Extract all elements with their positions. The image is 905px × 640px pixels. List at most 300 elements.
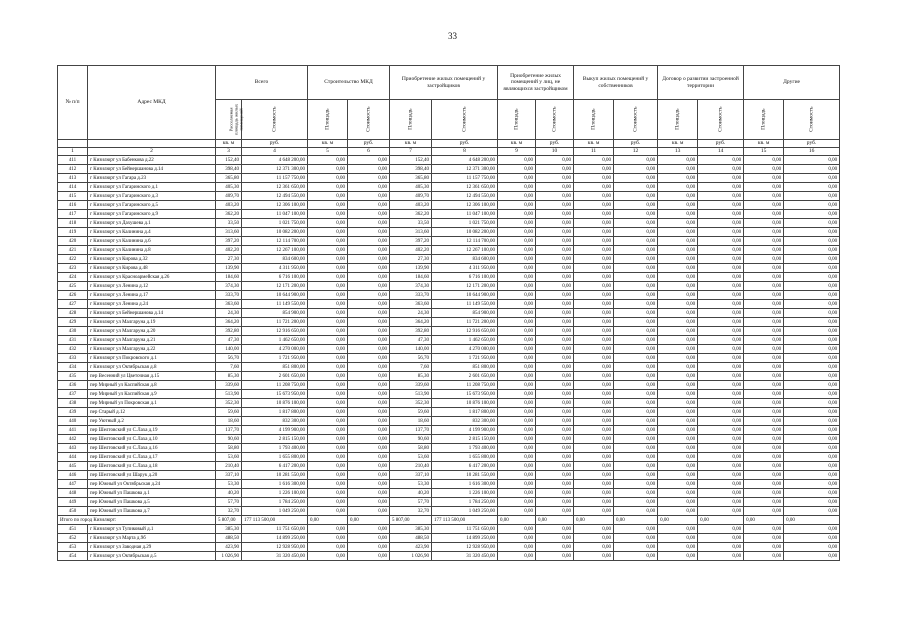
dev-agreement-area-cell: 0,00 [658, 318, 698, 327]
other-area-cell: 0,00 [744, 273, 784, 282]
address-cell: г Кизилюрт ул Гагаринского д.1 [88, 183, 216, 192]
column-number: 4 [242, 148, 308, 156]
dev-agreement-cost-cell: 0,00 [698, 264, 744, 273]
other-area-cell: 0,00 [744, 291, 784, 300]
other-area-cell: 0,00 [744, 282, 784, 291]
acq-builder-cost-cell: 10 876 100,00 [432, 399, 498, 408]
construction-cost-cell: 0,00 [348, 183, 390, 192]
buyout-cost-cell: 0,00 [614, 399, 658, 408]
construction-area-cell: 0,00 [308, 417, 348, 426]
row-number: 415 [58, 192, 88, 201]
column-number: 2 [88, 148, 216, 156]
buyout-cost-cell: 0,00 [614, 417, 658, 426]
acq-builder-area-cell: 47,30 [390, 336, 432, 345]
acq-non-builder-cost-cell: 0,00 [536, 480, 574, 489]
total-area-cell: 313,60 [216, 228, 242, 237]
buyout-area-cell: 0,00 [574, 336, 614, 345]
acq-non-builder-cost-cell: 0,00 [536, 399, 574, 408]
address-cell: г Кизилюрт ул Красноармейская д.26 [88, 273, 216, 282]
acq-non-builder-cost-cell: 0,00 [536, 516, 574, 525]
subheader-cost: Стоимость [784, 100, 840, 140]
other-cost-cell: 0,00 [784, 174, 840, 183]
acq-non-builder-cost-cell: 0,00 [536, 291, 574, 300]
acq-builder-cost-cell: 851 800,00 [432, 363, 498, 372]
address-cell: г Кизилюрт ул Ленина д.17 [88, 291, 216, 300]
construction-area-cell: 0,00 [308, 219, 348, 228]
address-cell: г Кизилюрт ул Дахушева д.1 [88, 219, 216, 228]
other-area-cell: 0,00 [744, 543, 784, 552]
total-cost-cell: 1 817 800,00 [242, 408, 308, 417]
acq-builder-cost-cell: 1 049 250,00 [432, 507, 498, 516]
other-area-cell: 0,00 [744, 426, 784, 435]
construction-cost-cell: 0,00 [348, 327, 390, 336]
row-number: 439 [58, 408, 88, 417]
dev-agreement-area-cell: 0,00 [658, 156, 698, 165]
table-row [58, 300, 840, 309]
acq-non-builder-cost-cell: 0,00 [536, 453, 574, 462]
acq-builder-cost-cell: 854 900,00 [432, 309, 498, 318]
buyout-area-cell: 0,00 [574, 498, 614, 507]
row-number: 432 [58, 345, 88, 354]
dev-agreement-cost-cell: 0,00 [698, 174, 744, 183]
acq-non-builder-area-cell: 0,00 [498, 282, 536, 291]
construction-area-cell: 0,00 [308, 300, 348, 309]
construction-area-cell: 0,00 [308, 309, 348, 318]
construction-cost-cell: 0,00 [348, 165, 390, 174]
acq-non-builder-cost-cell: 0,00 [536, 282, 574, 291]
acq-non-builder-cost-cell: 0,00 [536, 318, 574, 327]
table-row [58, 192, 840, 201]
acq-builder-cost-cell: 177 113 500,00 [432, 516, 498, 525]
row-number: 422 [58, 255, 88, 264]
construction-area-cell: 0,00 [308, 408, 348, 417]
dev-agreement-cost-cell: 0,00 [698, 372, 744, 381]
total-area-cell: 362,20 [216, 210, 242, 219]
row-number: 448 [58, 489, 88, 498]
unit-label: кв. м [216, 140, 242, 148]
dev-agreement-cost-cell: 0,00 [698, 480, 744, 489]
total-area-cell: 33,50 [216, 219, 242, 228]
construction-area-cell: 0,00 [308, 480, 348, 489]
other-cost-cell: 0,00 [784, 291, 840, 300]
buyout-cost-cell: 0,00 [614, 426, 658, 435]
table-row [58, 552, 840, 561]
total-area-cell: 32,70 [216, 507, 242, 516]
buyout-cost-cell: 0,00 [614, 354, 658, 363]
total-cost-cell: 4 199 900,00 [242, 426, 308, 435]
acq-non-builder-cost-cell: 0,00 [536, 417, 574, 426]
total-cost-cell: 1 793 400,00 [242, 444, 308, 453]
row-number: 414 [58, 183, 88, 192]
dev-agreement-area-cell: 0,00 [658, 435, 698, 444]
unit-label: кв. м [498, 140, 536, 148]
buyout-cost-cell: 0,00 [614, 525, 658, 534]
construction-cost-cell: 0,00 [348, 516, 390, 525]
subheader-area: Площадь [498, 100, 536, 140]
acq-builder-cost-cell: 11 751 650,00 [432, 525, 498, 534]
other-cost-cell: 0,00 [784, 372, 840, 381]
buyout-area-cell: 0,00 [574, 408, 614, 417]
address-cell: г Кизилюрт ул Покровского д.1 [88, 354, 216, 363]
other-area-cell: 0,00 [744, 444, 784, 453]
address-cell: г Кизилюрт ул Гагаринского д.5 [88, 201, 216, 210]
acq-non-builder-area-cell: 0,00 [498, 453, 536, 462]
subheader-cost: Стоимость [614, 100, 658, 140]
row-number: 437 [58, 390, 88, 399]
table-row [58, 453, 840, 462]
buyout-area-cell: 0,00 [574, 381, 614, 390]
total-area-cell: 403,20 [216, 201, 242, 210]
table-row [58, 471, 840, 480]
subheader-area: Площадь [390, 100, 432, 140]
buyout-area-cell: 0,00 [574, 525, 614, 534]
construction-cost-cell: 0,00 [348, 309, 390, 318]
subheader-cost: Стоимость [432, 100, 498, 140]
buyout-area-cell: 0,00 [574, 516, 614, 525]
buyout-area-cell: 0,00 [574, 192, 614, 201]
other-area-cell: 0,00 [744, 219, 784, 228]
construction-area-cell: 0,00 [308, 471, 348, 480]
other-cost-cell: 0,00 [784, 462, 840, 471]
other-area-cell: 0,00 [744, 327, 784, 336]
acq-non-builder-area-cell: 0,00 [498, 417, 536, 426]
total-area-cell: 339,60 [216, 381, 242, 390]
total-area-cell: 139,90 [216, 264, 242, 273]
total-area-cell: 405,30 [216, 183, 242, 192]
buyout-cost-cell: 0,00 [614, 273, 658, 282]
construction-area-cell: 0,00 [308, 327, 348, 336]
total-area-cell: 352,30 [216, 399, 242, 408]
acq-builder-area-cell: 140,00 [390, 345, 432, 354]
acq-builder-area-cell: 362,20 [390, 210, 432, 219]
address-cell: г Кизилюрт ул Калинина д.8 [88, 246, 216, 255]
column-number: 6 [348, 148, 390, 156]
address-cell: пер Южный ул Октябрьская д.24 [88, 480, 216, 489]
acq-non-builder-cost-cell: 0,00 [536, 228, 574, 237]
buyout-area-cell: 0,00 [574, 426, 614, 435]
buyout-cost-cell: 0,00 [614, 336, 658, 345]
other-cost-cell: 0,00 [784, 264, 840, 273]
acq-builder-area-cell: 398,40 [390, 165, 432, 174]
dev-agreement-area-cell: 0,00 [658, 246, 698, 255]
table-row [58, 309, 840, 318]
address-cell: пер Шелтовский ул С.Лаха д.17 [88, 453, 216, 462]
other-area-cell: 0,00 [744, 408, 784, 417]
acq-builder-cost-cell: 10 644 900,00 [432, 291, 498, 300]
construction-cost-cell: 0,00 [348, 201, 390, 210]
acq-builder-cost-cell: 1 817 800,00 [432, 408, 498, 417]
buyout-area-cell: 0,00 [574, 183, 614, 192]
buyout-cost-cell: 0,00 [614, 174, 658, 183]
total-area-cell: 56,70 [216, 354, 242, 363]
acq-non-builder-cost-cell: 0,00 [536, 336, 574, 345]
other-area-cell: 0,00 [744, 354, 784, 363]
buyout-area-cell: 0,00 [574, 462, 614, 471]
construction-cost-cell: 0,00 [348, 525, 390, 534]
acq-non-builder-cost-cell: 0,00 [536, 462, 574, 471]
acq-builder-area-cell: 32,70 [390, 507, 432, 516]
total-area-cell: 398,40 [216, 165, 242, 174]
buyout-cost-cell: 0,00 [614, 489, 658, 498]
total-cost-cell: 11 208 750,00 [242, 381, 308, 390]
buyout-area-cell: 0,00 [574, 543, 614, 552]
acq-non-builder-area-cell: 0,00 [498, 300, 536, 309]
acq-builder-cost-cell: 832 300,00 [432, 417, 498, 426]
construction-area-cell: 0,00 [308, 264, 348, 273]
construction-cost-cell: 0,00 [348, 372, 390, 381]
construction-cost-cell: 0,00 [348, 408, 390, 417]
total-area-cell: 513,90 [216, 390, 242, 399]
acq-non-builder-area-cell: 0,00 [498, 462, 536, 471]
acq-non-builder-area-cell: 0,00 [498, 381, 536, 390]
unit-label: руб. [432, 140, 498, 148]
acq-builder-cost-cell: 1 616 300,00 [432, 480, 498, 489]
table-row [58, 210, 840, 219]
acq-builder-cost-cell: 12 494 550,00 [432, 192, 498, 201]
buyout-area-cell: 0,00 [574, 273, 614, 282]
dev-agreement-area-cell: 0,00 [658, 381, 698, 390]
row-number: 421 [58, 246, 88, 255]
dev-agreement-cost-cell: 0,00 [698, 534, 744, 543]
address-cell: г Кизилюрт ул Бейнершанова д.14 [88, 309, 216, 318]
subheader-cost: Стоимость [242, 100, 308, 140]
acq-non-builder-area-cell: 0,00 [498, 471, 536, 480]
row-number: 429 [58, 318, 88, 327]
acq-builder-area-cell: 90,60 [390, 435, 432, 444]
acq-builder-area-cell: 513,90 [390, 390, 432, 399]
subheader-cost: Стоимость [348, 100, 390, 140]
row-number: 433 [58, 354, 88, 363]
row-number: 419 [58, 228, 88, 237]
other-area-cell: 0,00 [744, 525, 784, 534]
other-cost-cell: 0,00 [784, 534, 840, 543]
acq-builder-cost-cell: 6 417 200,00 [432, 462, 498, 471]
construction-cost-cell: 0,00 [348, 399, 390, 408]
dev-agreement-cost-cell: 0,00 [698, 381, 744, 390]
acq-non-builder-area-cell: 0,00 [498, 525, 536, 534]
total-cost-cell: 834 600,00 [242, 255, 308, 264]
acq-builder-area-cell: 365,80 [390, 174, 432, 183]
column-number: 9 [498, 148, 536, 156]
dev-agreement-area-cell: 0,00 [658, 516, 698, 525]
acq-non-builder-area-cell: 0,00 [498, 237, 536, 246]
address-cell: г Кизилюрт ул Малгаруна д.22 [88, 345, 216, 354]
row-number: 424 [58, 273, 88, 282]
construction-area-cell: 0,00 [308, 363, 348, 372]
buyout-cost-cell: 0,00 [614, 480, 658, 489]
construction-cost-cell: 0,00 [348, 192, 390, 201]
total-area-cell: 392,80 [216, 327, 242, 336]
buyout-cost-cell: 0,00 [614, 192, 658, 201]
acq-non-builder-cost-cell: 0,00 [536, 255, 574, 264]
other-area-cell: 0,00 [744, 552, 784, 561]
row-number: 446 [58, 471, 88, 480]
total-area-cell: 1 026,90 [216, 552, 242, 561]
acq-non-builder-area-cell: 0,00 [498, 534, 536, 543]
acq-non-builder-cost-cell: 0,00 [536, 264, 574, 273]
buyout-area-cell: 0,00 [574, 435, 614, 444]
buyout-area-cell: 0,00 [574, 291, 614, 300]
dev-agreement-area-cell: 0,00 [658, 408, 698, 417]
dev-agreement-cost-cell: 0,00 [698, 498, 744, 507]
acq-builder-cost-cell: 4 311 950,00 [432, 264, 498, 273]
dev-agreement-cost-cell: 0,00 [698, 345, 744, 354]
dev-agreement-area-cell: 0,00 [658, 399, 698, 408]
construction-cost-cell: 0,00 [348, 210, 390, 219]
total-cost-cell: 12 267 100,00 [242, 246, 308, 255]
acq-builder-cost-cell: 1 784 250,00 [432, 498, 498, 507]
table-row [58, 489, 840, 498]
dev-agreement-cost-cell: 0,00 [698, 255, 744, 264]
acq-non-builder-cost-cell: 0,00 [536, 210, 574, 219]
table-row [58, 381, 840, 390]
acq-non-builder-area-cell: 0,00 [498, 336, 536, 345]
acq-builder-area-cell: 33,50 [390, 219, 432, 228]
buyout-cost-cell: 0,00 [614, 345, 658, 354]
acq-builder-area-cell: 363,60 [390, 300, 432, 309]
other-cost-cell: 0,00 [784, 165, 840, 174]
total-cost-cell: 177 113 500,00 [242, 516, 308, 525]
table-row [58, 390, 840, 399]
buyout-area-cell: 0,00 [574, 507, 614, 516]
subheader-cost: Стоимость [536, 100, 574, 140]
other-area-cell: 0,00 [744, 156, 784, 165]
column-number: 14 [698, 148, 744, 156]
dev-agreement-cost-cell: 0,00 [698, 165, 744, 174]
address-cell: пер Шелтовский ул С.Лаха д.19 [88, 426, 216, 435]
buyout-area-cell: 0,00 [574, 417, 614, 426]
acq-builder-cost-cell: 12 361 650,00 [432, 183, 498, 192]
row-number: 416 [58, 201, 88, 210]
total-area-cell: 5 807,00 [216, 516, 242, 525]
construction-area-cell: 0,00 [308, 156, 348, 165]
dev-agreement-cost-cell: 0,00 [698, 435, 744, 444]
construction-area-cell: 0,00 [308, 426, 348, 435]
dev-agreement-area-cell: 0,00 [658, 219, 698, 228]
construction-cost-cell: 0,00 [348, 471, 390, 480]
acq-non-builder-cost-cell: 0,00 [536, 435, 574, 444]
table-row [58, 282, 840, 291]
construction-cost-cell: 0,00 [348, 282, 390, 291]
construction-area-cell: 0,00 [308, 273, 348, 282]
acq-builder-cost-cell: 14 899 250,00 [432, 534, 498, 543]
dev-agreement-cost-cell: 0,00 [698, 408, 744, 417]
table-row [58, 201, 840, 210]
acq-non-builder-area-cell: 0,00 [498, 273, 536, 282]
dev-agreement-cost-cell: 0,00 [698, 237, 744, 246]
other-area-cell: 0,00 [744, 534, 784, 543]
total-cost-cell: 1 721 950,00 [242, 354, 308, 363]
construction-area-cell: 0,00 [308, 534, 348, 543]
row-number: 418 [58, 219, 88, 228]
dev-agreement-area-cell: 0,00 [658, 453, 698, 462]
row-number: 443 [58, 444, 88, 453]
acq-non-builder-cost-cell: 0,00 [536, 273, 574, 282]
construction-area-cell: 0,00 [308, 255, 348, 264]
column-number: 10 [536, 148, 574, 156]
other-area-cell: 0,00 [744, 435, 784, 444]
other-cost-cell: 0,00 [784, 354, 840, 363]
total-cost-cell: 1 462 650,00 [242, 336, 308, 345]
acq-non-builder-cost-cell: 0,00 [536, 174, 574, 183]
other-cost-cell: 0,00 [784, 255, 840, 264]
acq-builder-cost-cell: 12 928 950,00 [432, 543, 498, 552]
total-area-cell: 152,40 [216, 156, 242, 165]
subheader-area: Площадь [744, 100, 784, 140]
acq-non-builder-area-cell: 0,00 [498, 318, 536, 327]
dev-agreement-area-cell: 0,00 [658, 534, 698, 543]
buyout-cost-cell: 0,00 [614, 309, 658, 318]
other-area-cell: 0,00 [744, 372, 784, 381]
column-number: 1 [58, 148, 88, 156]
construction-area-cell: 0,00 [308, 390, 348, 399]
unit-label: кв. м [390, 140, 432, 148]
other-cost-cell: 0,00 [784, 210, 840, 219]
buyout-cost-cell: 0,00 [614, 552, 658, 561]
table-row [58, 264, 840, 273]
total-cost-cell: 12 361 650,00 [242, 183, 308, 192]
buyout-cost-cell: 0,00 [614, 471, 658, 480]
dev-agreement-cost-cell: 0,00 [698, 552, 744, 561]
total-area-cell: 53,60 [216, 453, 242, 462]
construction-cost-cell: 0,00 [348, 354, 390, 363]
acq-non-builder-area-cell: 0,00 [498, 192, 536, 201]
row-number: 425 [58, 282, 88, 291]
dev-agreement-cost-cell: 0,00 [698, 444, 744, 453]
table-row [58, 327, 840, 336]
construction-area-cell: 0,00 [308, 543, 348, 552]
buyout-cost-cell: 0,00 [614, 507, 658, 516]
buyout-cost-cell: 0,00 [614, 228, 658, 237]
buyout-cost-cell: 0,00 [614, 462, 658, 471]
total-cost-cell: 2 601 650,00 [242, 372, 308, 381]
construction-area-cell: 0,00 [308, 183, 348, 192]
dev-agreement-area-cell: 0,00 [658, 471, 698, 480]
dev-agreement-area-cell: 0,00 [658, 363, 698, 372]
dev-agreement-area-cell: 0,00 [658, 183, 698, 192]
acq-builder-area-cell: 352,30 [390, 399, 432, 408]
other-area-cell: 0,00 [744, 264, 784, 273]
row-number: 436 [58, 381, 88, 390]
acq-non-builder-area-cell: 0,00 [498, 228, 536, 237]
total-cost-cell: 12 306 100,00 [242, 201, 308, 210]
other-area-cell: 0,00 [744, 165, 784, 174]
total-area-cell: 53,30 [216, 480, 242, 489]
other-cost-cell: 0,00 [784, 543, 840, 552]
acq-non-builder-area-cell: 0,00 [498, 174, 536, 183]
acq-non-builder-cost-cell: 0,00 [536, 327, 574, 336]
acq-non-builder-cost-cell: 0,00 [536, 444, 574, 453]
construction-area-cell: 0,00 [308, 516, 348, 525]
address-cell: г Кизилюрт ул Ленина д.12 [88, 282, 216, 291]
table-row [58, 444, 840, 453]
construction-area-cell: 0,00 [308, 336, 348, 345]
total-cost-cell: 6 417 200,00 [242, 462, 308, 471]
acq-builder-area-cell: 337,10 [390, 471, 432, 480]
acq-builder-cost-cell: 12 114 700,00 [432, 237, 498, 246]
subheader-area: Площадь [658, 100, 698, 140]
dev-agreement-area-cell: 0,00 [658, 255, 698, 264]
column-number: 11 [574, 148, 614, 156]
acq-non-builder-area-cell: 0,00 [498, 408, 536, 417]
buyout-cost-cell: 0,00 [614, 201, 658, 210]
other-cost-cell: 0,00 [784, 444, 840, 453]
total-area-cell: 397,20 [216, 237, 242, 246]
address-cell: г Кизилюрт ул Бабенкова д.22 [88, 156, 216, 165]
other-cost-cell: 0,00 [784, 426, 840, 435]
buyout-area-cell: 0,00 [574, 444, 614, 453]
acq-builder-area-cell: 58,80 [390, 444, 432, 453]
